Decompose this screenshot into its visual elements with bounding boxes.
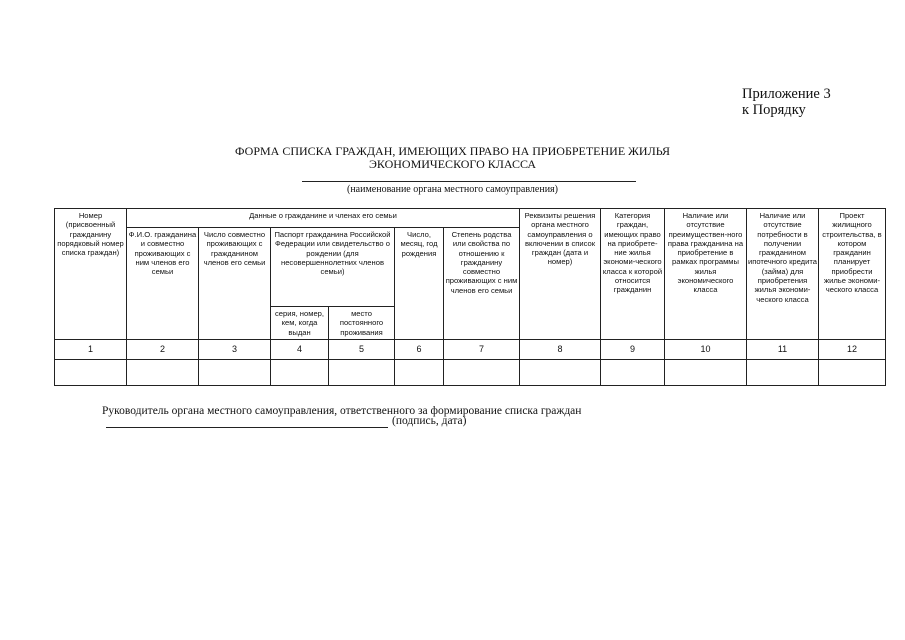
- column-number: 3: [199, 340, 271, 360]
- passport-group-header: Паспорт гражданина Российской Федерации или свидетельство о рождении (для несовершеннолетних членов семьи): [271, 228, 395, 307]
- org-name-caption: (наименование органа местного самоуправления): [346, 184, 558, 195]
- column-number: 9: [601, 340, 665, 360]
- column-number: 11: [747, 340, 819, 360]
- col-family-count-header: Число совместно проживающих с гражданином членов его семьи: [199, 228, 271, 340]
- column-number: 7: [444, 340, 520, 360]
- appendix-reference: к Порядку: [742, 102, 806, 118]
- col-mortgage-need-header: Наличие или отсутствие потребности в получении гражданином ипотечного кредита (займа) для приобретения жилья экономи-ческого класса: [747, 209, 819, 340]
- empty-cell: [819, 360, 886, 386]
- empty-cell: [55, 360, 127, 386]
- empty-cell: [444, 360, 520, 386]
- column-numbers-row: [55, 340, 886, 360]
- empty-cell: [665, 360, 747, 386]
- citizens-list-table: [54, 208, 886, 386]
- col-full-name-header: Ф.И.О. гражданина и совместно проживающих с ним членов его семьи: [127, 228, 199, 340]
- org-name-line: [302, 181, 636, 182]
- col-kinship-header: Степень родства или свойства по отношению к гражданину совместно проживающих с ним членов его семьи: [444, 228, 520, 340]
- empty-cell: [601, 360, 665, 386]
- empty-data-row: [55, 360, 886, 386]
- appendix-heading: [742, 86, 831, 118]
- col-number-header: Номер (присвоенный гражданину порядковый номер списка граждан): [55, 209, 127, 340]
- col-decision-header: Реквизиты решения органа местного самоуправления о включении в список граждан (дата и номер): [520, 209, 601, 340]
- column-number: 5: [329, 340, 395, 360]
- col-category-header: Категория граждан, имеющих право на приобрете-ние жилья экономи-ческого класса к которой относится гражданин: [601, 209, 665, 340]
- col-priority-right-header: Наличие или отсутствие преимуществен-ного права гражданина на приобретение в рамках программы жилья экономического класса: [665, 209, 747, 340]
- empty-cell: [127, 360, 199, 386]
- citizen-data-group-header: Данные о гражданине и членах его семьи: [127, 209, 520, 228]
- form-title: [0, 145, 905, 171]
- signature-line: [106, 427, 388, 428]
- column-number: 1: [55, 340, 127, 360]
- column-number: 4: [271, 340, 329, 360]
- column-number: 2: [127, 340, 199, 360]
- empty-cell: [271, 360, 329, 386]
- column-number: 8: [520, 340, 601, 360]
- empty-cell: [395, 360, 444, 386]
- col-passport-series-header: серия, номер, кем, когда выдан: [271, 307, 329, 340]
- column-number: 12: [819, 340, 886, 360]
- head-of-authority-label: Руководитель органа местного самоуправления, ответственного за формирование списка граждан: [102, 405, 582, 417]
- form-title-line-2: ЭКОНОМИЧЕСКОГО КЛАССА: [368, 157, 537, 171]
- col-housing-project-header: Проект жилищного строительства, в котором гражданин планирует приобрести жилье экономи-ческого класса: [819, 209, 886, 340]
- empty-cell: [747, 360, 819, 386]
- empty-cell: [520, 360, 601, 386]
- column-number: 10: [665, 340, 747, 360]
- col-birth-date-header: Число, месяц, год рождения: [395, 228, 444, 340]
- form-title-line-1: ФОРМА СПИСКА ГРАЖДАН, ИМЕЮЩИХ ПРАВО НА ПРИОБРЕТЕНИЕ ЖИЛЬЯ: [235, 144, 670, 158]
- col-residence-header: место постоянного проживания: [329, 307, 395, 340]
- empty-cell: [199, 360, 271, 386]
- signature-caption: (подпись, дата): [392, 415, 467, 427]
- appendix-number: Приложение 3: [742, 86, 831, 102]
- empty-cell: [329, 360, 395, 386]
- column-number: 6: [395, 340, 444, 360]
